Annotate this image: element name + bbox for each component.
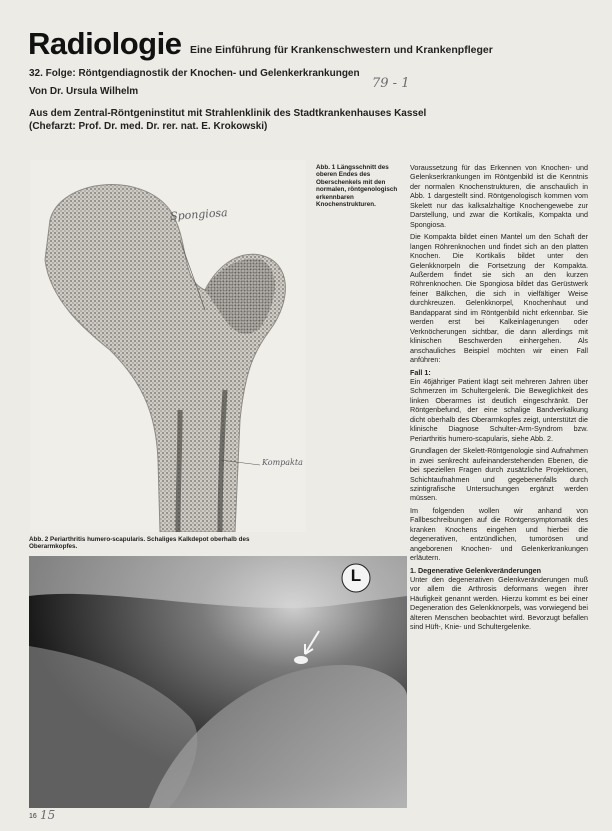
handwritten-page-number: 15 xyxy=(40,808,56,822)
section-text: Unter den degenerativen Gelenkveränderungen muß vor allem die Arthrosis deformans wegen ihrer Häufigkeit genannt werden. Hierzu kommt es bei einer Degeneration des Gelenkknorpels, was vorwiegend bei älteren Menschen beobachtet wird. Bevorzugt befallen sind Hüft-, Knie- und Schultergelenke. xyxy=(410,575,588,632)
label-spongiosa: Spongiosa xyxy=(169,206,229,223)
paragraph-3: Grundlagen der Skelett-Röntgenologie sind Aufnahmen in zwei senkrecht aufeinanderstehenden Ebenen, die bei speziellen Fragen durch zusätzliche Projektionen, Schichtaufnahmen und gegebenenfalls durch szintigrafische Untersuchungen ergänzt werden müssen. xyxy=(410,446,588,503)
paragraph-2: Die Kompakta bildet einen Mantel um den Schaft der langen Röhrenknochen und findet sich an den platten Knochen. Die Kortikalis bildet unter den Gelenkknorpeln die Fortsetzung der Kompakta. Außerdem findet sie sich an den kurzen Röhrenknochen. Die Spongiosa bildet das Gerüstwerk feiner Bälkchen, die sich in vielfältiger Weise durchkreuzen. Gelenkknorpel, Knochenhaut und Bandapparat sind im Röntgenbild nicht erkennbar. Sie werden erst bei Kalkeinlagerungen oder Verknöcherungen sichtbar, die dann allerdings mit klinischen Beschwerden einhergehen. Als anschauliches Beispiel möchten wir einen Fall anführen: xyxy=(410,232,588,365)
figure2-caption: Abb. 2 Periarthritis humero-scapularis. Schaliges Kalkdepot oberhalb des Oberarmkopfes. xyxy=(29,536,250,551)
page-number: 16 xyxy=(29,813,37,820)
page-subtitle: Eine Einführung für Krankenschwestern und Krankenpfleger xyxy=(190,44,493,56)
body-text-column xyxy=(410,163,588,635)
case-text: Ein 46jähriger Patient klagt seit mehreren Jahren über Schmerzen im Schultergelenk. Die Beweglichkeit des linken Oberarmes ist deutlich eingeschränkt. Der Röntgenbefund, der eine schalige Bandverkalkung dicht oberhalb des Oberarmkopfes zeigt, unterstützt die klinische Diagnose Schulter-Arm-Syndrom bzw. Periarthritis humero-scapularis, siehe Abb. 2. xyxy=(410,376,588,443)
paragraph-1: Voraussetzung für das Erkennen von Knochen- und Gelenkserkrankungen im Röntgenbild ist die Kenntnis der normalen Knochenstrukturen, die anschaulich in Abb. 1 dargestellt sind. Röntgenologisch kommen vom Skelett nur das kalksalzhaltige Knochengewebe zur Darstellung, und zwar die Kortikalis, Kompakta und Spongiosa. xyxy=(410,163,588,229)
xray-image xyxy=(29,556,407,808)
handwritten-note: 79 - 1 xyxy=(372,76,410,91)
page-title: Radiologie xyxy=(28,26,182,61)
chief-line: (Chefarzt: Prof. Dr. med. Dr. rer. nat. E. Krokowski) xyxy=(29,121,268,132)
series-line: 32. Folge: Röntgendiagnostik der Knochen- und Gelenkerkrankungen xyxy=(29,68,360,79)
figure-shoulder-xray xyxy=(29,556,407,808)
institute-line: Aus dem Zentral-Röntgeninstitut mit Strahlenklinik des Stadtkrankenhauses Kassel xyxy=(29,108,427,119)
side-marker-label: L xyxy=(350,566,362,585)
paragraph-4: Im folgenden wollen wir anhand von Fallbeschreibungen auf die Röntgensymptomatik des kranken Knochens eingehen und hierbei die degenerativen, entzündlichen, tumorösen und angeborenen Knochen- und Gelenkerkrankungen erläutern. xyxy=(410,505,588,563)
figure-femur-section xyxy=(30,160,306,532)
section-heading: 1. Degenerative Gelenkveränderungen xyxy=(410,565,542,575)
case-heading: Fall 1: xyxy=(410,367,431,377)
author-line: Von Dr. Ursula Wilhelm xyxy=(29,86,139,97)
label-kompakta: Kompakta xyxy=(262,458,303,467)
figure1-caption: Abb. 1 Längsschnitt des oberen Endes des Oberschenkels mit den normalen, röntgenologisch erkennbaren Knochenstrukturen. xyxy=(316,164,398,209)
femur-illustration xyxy=(30,160,306,532)
